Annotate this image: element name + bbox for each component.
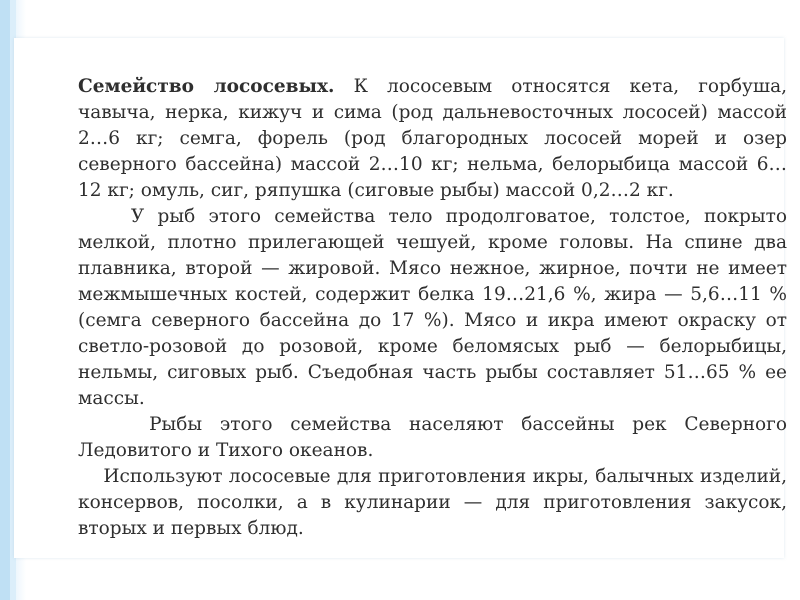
paragraph-2 [78,204,787,412]
section-heading: Семейство лососевых. [78,76,335,97]
paragraph-1-text: К лососевым относятся кета, горбуша, чавыча, нерка, кижуч и сима (род дальневосточных лососей) массой 2…6 кг; семга, форель (род благородных лососей морей и озер северного бассейна) массой 2…10 кг; нельма, белорыбица массой 6…12 кг; омуль, сиг, ряпушка (сиговые рыбы) массой 0,2…2 кг. [78,76,787,201]
document-body [78,74,787,542]
paragraph-3 [78,412,787,464]
text-card [14,38,787,558]
paragraph-1 [78,74,787,204]
paragraph-4 [78,464,787,542]
paragraph-4-text: Используют лососевые для приготовления икры, балычных изделий, консервов, посолки, а в кулинарии — для приготовления закусок, вторых и первых блюд. [78,466,787,539]
decorative-left-stripe [0,0,10,600]
paragraph-2-text: У рыб этого семейства тело продолговатое, толстое, покрыто мелкой, плотно прилегающей чешуей, кроме головы. На спине два плавника, второй — жировой. Мясо нежное, жирное, почти не имеет межмышечных костей, содержит белка 19…21,6 %, жира — 5,6…11 % (семга северного бассейна до 17 %). Мясо и икра имеют окраску от светло-розовой до розовой, кроме беломясых рыб — белорыбицы, нельмы, сиговых рыб. Съедобная часть рыбы составляет 51…65 % ее массы. [78,206,787,409]
paragraph-3-text: Рыбы этого семейства населяют бассейны рек Северного Ледовитого и Тихого океанов. [78,414,787,461]
